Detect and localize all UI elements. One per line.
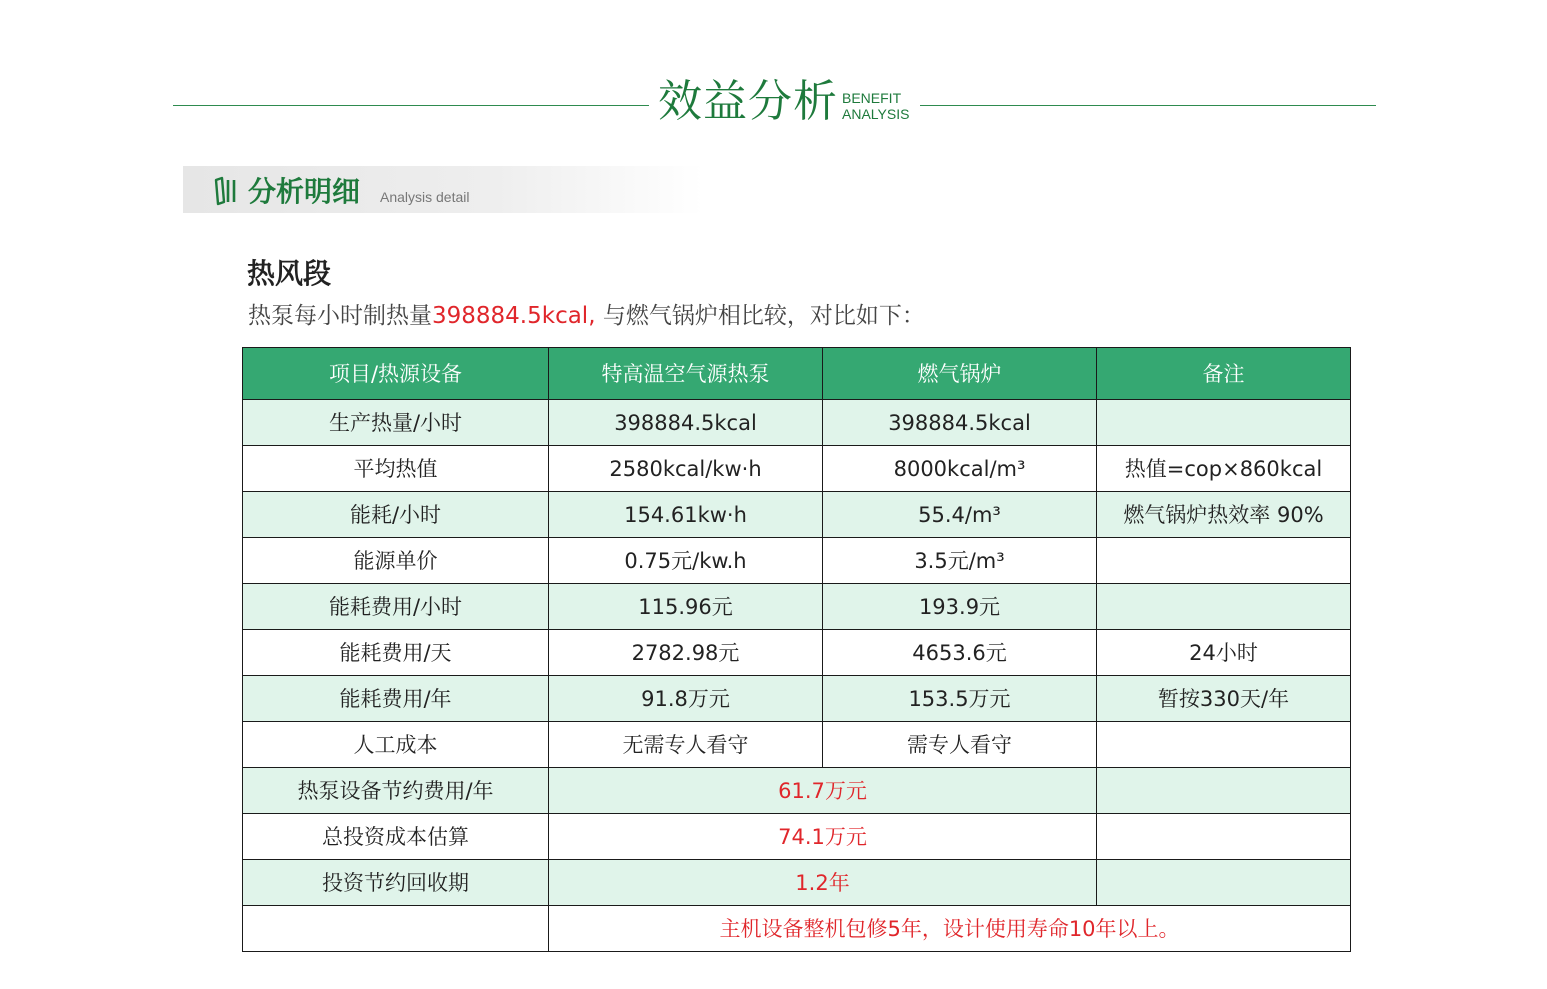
table-row bbox=[243, 722, 1351, 768]
table-row bbox=[243, 538, 1351, 584]
page-title-en bbox=[842, 90, 909, 122]
cell-boiler: 153.5万元 bbox=[823, 676, 1097, 722]
summary-row-savings bbox=[243, 768, 1351, 814]
cell-boiler: 3.5元/m³ bbox=[823, 538, 1097, 584]
cell-note bbox=[1097, 722, 1351, 768]
cell-boiler: 398884.5kcal bbox=[823, 400, 1097, 446]
cell-boiler: 需专人看守 bbox=[823, 722, 1097, 768]
cell-note bbox=[1097, 768, 1351, 814]
cell-item: 能耗/小时 bbox=[243, 492, 549, 538]
table-row bbox=[243, 492, 1351, 538]
table-row bbox=[243, 584, 1351, 630]
cell-boiler: 4653.6元 bbox=[823, 630, 1097, 676]
cell-value: 74.1万元 bbox=[549, 814, 1097, 860]
cell-heatpump: 398884.5kcal bbox=[549, 400, 823, 446]
cell-item: 人工成本 bbox=[243, 722, 549, 768]
cell-item: 能源单价 bbox=[243, 538, 549, 584]
intro-prefix: 热泵每小时制热量 bbox=[248, 303, 432, 329]
header-item: 项目/热源设备 bbox=[243, 348, 549, 400]
cell-boiler: 193.9元 bbox=[823, 584, 1097, 630]
header-boiler: 燃气锅炉 bbox=[823, 348, 1097, 400]
cell-item: 平均热值 bbox=[243, 446, 549, 492]
cell-heatpump: 2580kcal/kw·h bbox=[549, 446, 823, 492]
cell-note bbox=[1097, 584, 1351, 630]
book-icon bbox=[212, 176, 240, 206]
header-heatpump: 特高温空气源热泵 bbox=[549, 348, 823, 400]
intro-text bbox=[248, 300, 925, 332]
cell-heatpump: 154.61kw·h bbox=[549, 492, 823, 538]
cell-item: 能耗费用/小时 bbox=[243, 584, 549, 630]
page-title-en-line2: ANALYSIS bbox=[842, 106, 910, 122]
cell-note: 24小时 bbox=[1097, 630, 1351, 676]
section-title-en: Analysis detail bbox=[380, 189, 470, 205]
table-row bbox=[243, 400, 1351, 446]
cell-item: 能耗费用/天 bbox=[243, 630, 549, 676]
table-row bbox=[243, 676, 1351, 722]
header-divider-right bbox=[920, 105, 1376, 106]
summary-row-investment bbox=[243, 814, 1351, 860]
cell-note: 暂按330天/年 bbox=[1097, 676, 1351, 722]
cell-heatpump: 0.75元/kw.h bbox=[549, 538, 823, 584]
page-title: 效益分析 bbox=[658, 76, 838, 127]
cell-note bbox=[1097, 860, 1351, 906]
table-row bbox=[243, 446, 1351, 492]
cell-item: 投资节约回收期 bbox=[243, 860, 549, 906]
header-note: 备注 bbox=[1097, 348, 1351, 400]
comparison-table bbox=[242, 347, 1351, 952]
cell-heatpump: 2782.98元 bbox=[549, 630, 823, 676]
subsection-title: 热风段 bbox=[247, 257, 332, 290]
table-header-row bbox=[243, 348, 1351, 400]
cell-heatpump: 115.96元 bbox=[549, 584, 823, 630]
footer-row-warranty bbox=[243, 906, 1351, 952]
cell-note: 燃气锅炉热效率 90% bbox=[1097, 492, 1351, 538]
intro-suffix: 与燃气锅炉相比较，对比如下： bbox=[595, 303, 925, 329]
cell-value: 1.2年 bbox=[549, 860, 1097, 906]
table-row bbox=[243, 630, 1351, 676]
cell-boiler: 8000kcal/m³ bbox=[823, 446, 1097, 492]
cell-note: 热值=cop×860kcal bbox=[1097, 446, 1351, 492]
cell-item: 总投资成本估算 bbox=[243, 814, 549, 860]
cell-heatpump: 无需专人看守 bbox=[549, 722, 823, 768]
intro-value: 398884.5kcal, bbox=[432, 303, 596, 329]
cell-item bbox=[243, 906, 549, 952]
cell-heatpump: 91.8万元 bbox=[549, 676, 823, 722]
cell-item: 能耗费用/年 bbox=[243, 676, 549, 722]
cell-item: 生产热量/小时 bbox=[243, 400, 549, 446]
page-title-en-line1: BENEFIT bbox=[842, 90, 902, 106]
cell-item: 热泵设备节约费用/年 bbox=[243, 768, 549, 814]
cell-note bbox=[1097, 400, 1351, 446]
header-divider-left bbox=[173, 105, 649, 106]
cell-value: 61.7万元 bbox=[549, 768, 1097, 814]
section-title: 分析明细 bbox=[248, 175, 361, 208]
summary-row-payback bbox=[243, 860, 1351, 906]
cell-note bbox=[1097, 814, 1351, 860]
cell-warranty: 主机设备整机包修5年，设计使用寿命10年以上。 bbox=[549, 906, 1351, 952]
cell-note bbox=[1097, 538, 1351, 584]
cell-boiler: 55.4/m³ bbox=[823, 492, 1097, 538]
